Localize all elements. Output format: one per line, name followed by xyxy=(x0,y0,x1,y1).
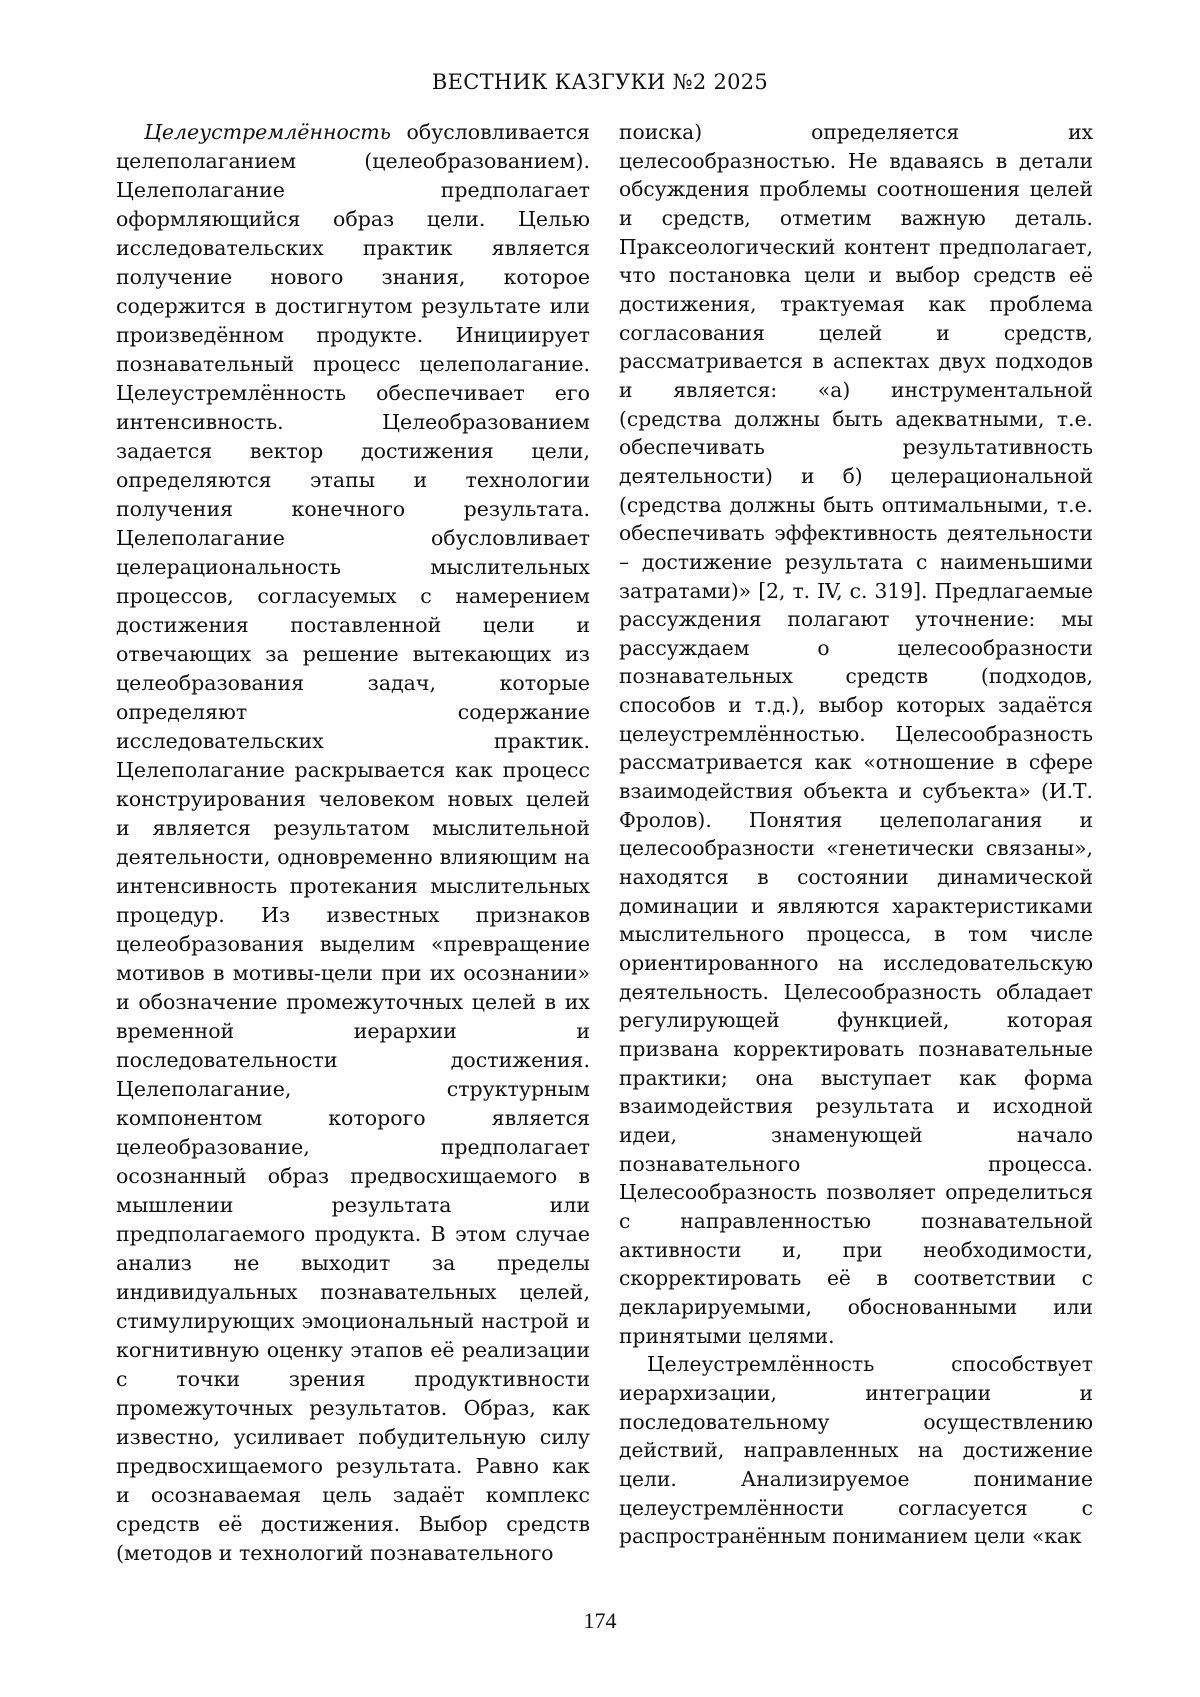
left-paragraph-text: обусловливается целеполаганием (целеобразованием). Целеполагание предполагает оформляющийся образ цели. Целью исследовательских практик является получение нового знания, которое содержится в достигнутом результате или произведённом продукте. Инициирует познавательный процесс целеполагание. Целеустремлённость обеспечивает его интенсивность. Целеобразованием задается вектор достижения цели, определяются этапы и технологии получения конечного результата. Целеполагание обусловливает целерациональность мыслительных процессов, согласуемых с намерением достижения поставленной цели и отвечающих за решение вытекающих из целеобразования задач, которые определяют содержание исследовательских практик. Целеполагание раскрывается как процесс конструирования человеком новых целей и является результатом мыслительной деятельности, одновременно влияющим на интенсивность протекания мыслительных процедур. Из известных признаков целеобразования выделим «превращение мотивов в мотивы-цели при их осознании» и обозначение промежуточных целей в их временной иерархии и последовательности достижения. Целеполагание, структурным компонентом которого является целеобразование, предполагает осознанный образ предвосхищаемого в мышлении результата или предполагаемого продукта. В этом случае анализ не выходит за пределы индивидуальных познавательных целей, стимулирующих эмоциональный настрой и когнитивную оценку этапов её реализации с точки зрения продуктивности промежуточных результатов. Образ, как известно, усиливает побудительную силу предвосхищаемого результата. Равно как и осознаваемая цель задаёт комплекс средств её достижения. Выбор средств (методов и технологий познавательного xyxy=(116,120,590,1565)
page-number: 174 xyxy=(583,1608,617,1633)
right-paragraph-2: Целеустремлённость способствует иерархизации, интеграции и последовательному осуществлению действий, направленных на достижение цели. Анализируемое понимание целеустремлённости согласуется с распространённым пониманием цели «как xyxy=(619,1352,1093,1549)
right-paragraph-1: поиска) определяется их целесообразностью. Не вдаваясь в детали обсуждения проблемы соотношения целей и средств, отметим важную деталь. Праксеологический контент предполагает, что постановка цели и выбор средств её достижения, трактуемая как проблема согласования целей и средств, рассматривается в аспектах двух подходов и является: «а) инструментальной (средства должны быть адекватными, т.е. обеспечивать результативность деятельности) и б) целерациональной (средства должны быть оптимальными, т.е. обеспечивать эффективность деятельности – достижение результата с наименьшими затратами)» [2, т. IV, с. 319]. Предлагаемые рассуждения полагают уточнение: мы рассуждаем о целесообразности познавательных средств (подходов, способов и т.д.), выбор которых задаётся целеустремлённостью. Целесообразность рассматривается как «отношение в сфере взаимодействия объекта и субъекта» (И.Т. Фролов). Понятия целеполагания и целесообразности «генетически связаны», находятся в состоянии динамической доминации и являются характеристиками мыслительного процесса, в том числе ориентированного на исследовательскую деятельность. Целесообразность обладает регулирующей функцией, которая призвана корректировать познавательные практики; она выступает как форма взаимодействия результата и исходной идеи, знаменующей начало познавательного процесса. Целесообразность позволяет определиться с направленностью познавательной активности и, при необходимости, скорректировать её в соответствии с декларируемыми, обоснованными или принятыми целями. xyxy=(619,120,1093,1348)
left-column xyxy=(116,118,590,1568)
left-paragraph xyxy=(116,118,590,1568)
lead-term: Целеустремлённость xyxy=(144,120,391,144)
right-column xyxy=(619,118,1093,1551)
running-header: ВЕСТНИК КАЗГУКИ №2 2025 xyxy=(431,70,769,94)
